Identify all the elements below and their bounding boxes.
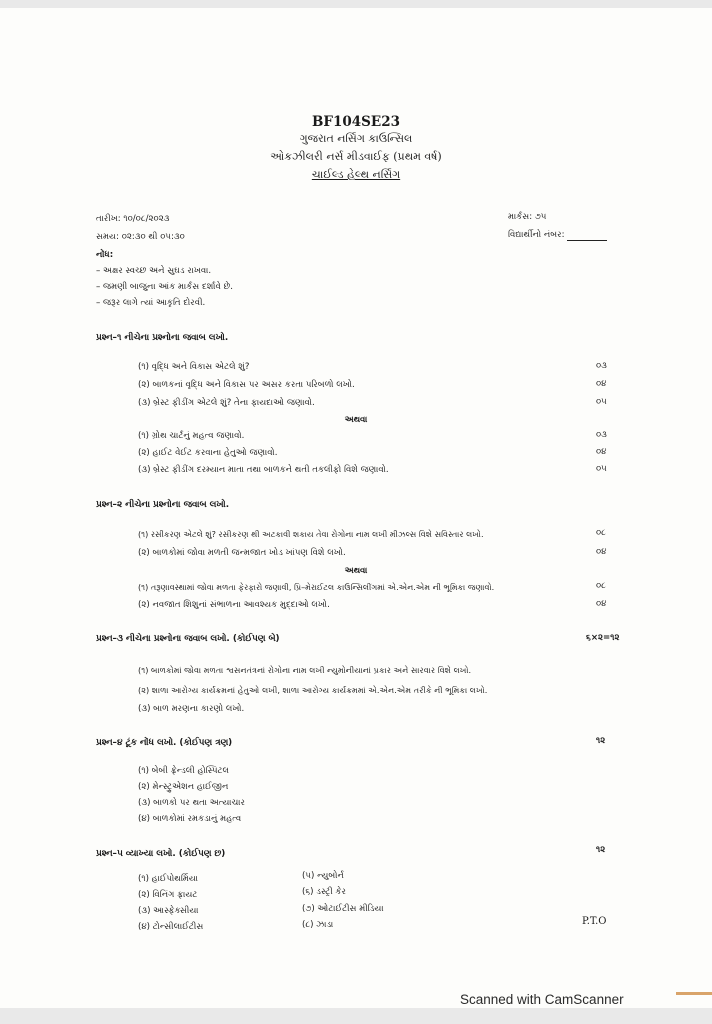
note-item: – જમણી બાજુના આંક માર્કસ દર્શાવે છે. — [96, 282, 233, 292]
course-name: ઓકઝીલરી નર્સ મીડવાઈફ (પ્રથમ વર્ષ) — [270, 150, 442, 163]
q3-title: પ્રશ્ન–૩ નીચેના પ્રશ્નોના જવાબ લખો. (કોઈપણ બે) — [96, 634, 280, 644]
q5-item: (૮) ઝાડા — [302, 920, 334, 930]
q1a-item: (૩) બ્રેસ્ટ ફીડીંગ એટલે શું? તેના ફાયદાઓ જણાવો. — [138, 398, 315, 408]
seat-number — [508, 230, 607, 241]
exam-time: સમય: ૦૨:૩૦ થી ૦૫:૩૦ — [96, 232, 185, 242]
q5-item: (૪) ટોન્સીલાઈટીસ — [138, 922, 204, 932]
q4-item: (૧) બેબી ફ્રેન્ડલી હોસ્પિટલ — [138, 766, 230, 776]
note-item: – અક્ષર સ્વચ્છ અને સુઘડ રાખવા. — [96, 266, 212, 276]
q1a-marks: ૦૩ — [596, 361, 607, 371]
notes-title: નોંધ: — [96, 250, 114, 260]
q2b-marks: ૦૪ — [596, 599, 607, 609]
q4-marks: ૧૨ — [596, 736, 606, 746]
q5-item: (૫) ન્યુબોર્ન — [302, 871, 344, 881]
q1b-marks: ૦૩ — [596, 430, 607, 440]
q5-item: (૭) ઓટાઈટીસ મીડિયા — [302, 904, 384, 914]
q5-item: (૨) વિનિંગ ફ્રાયટ — [138, 890, 198, 900]
q2a-marks: ૦૮ — [596, 528, 606, 538]
q2b-item: (૨) નવજાત શિશુનાં સંભાળના આવશ્યક મુદ્દાઓ લખો. — [138, 600, 330, 610]
note-item: – જરૂર લાગે ત્યાં આકૃતિ દોરવી. — [96, 298, 206, 308]
q1-title: પ્રશ્ન–૧ નીચેના પ્રશ્નોના જવાબ લખો. — [96, 333, 229, 343]
q3-item: (૨) શાળા આરોગ્ય કાર્યક્રમનાં હેતુઓ લખી, શાળા આરોગ્ય કાર્યક્રમમાં એ.એન.એમ તરીકે ની ભૂમિકા લખો. — [138, 685, 488, 695]
q5-item: (૩) આસ્ફેક્સીયા — [138, 906, 199, 916]
q4-item: (૪) બાળકોમાં રમકડાનું મહત્વ — [138, 814, 242, 824]
q2b-marks: ૦૮ — [596, 581, 606, 591]
q1a-marks: ૦૫ — [596, 397, 607, 407]
or-label: અથવા — [344, 414, 368, 424]
subject-name: ચાઈલ્ડ હેલ્થ નર્સિંગ — [311, 168, 401, 181]
q3-item: (૩) બાળ મરણના કારણો લખો. — [138, 704, 245, 714]
q5-item: (૧) હાઈપોથર્મિયા — [138, 874, 198, 884]
q1a-marks: ૦૪ — [596, 379, 607, 389]
q1b-item: (૩) બ્રેસ્ટ ફીડીંગ દરમ્યાન માતા તથા બાળકને થતી તકલીફો વિશે જણાવો. — [138, 465, 389, 475]
q1a-item: (૧) વૃદ્ધિ અને વિકાસ એટલે શું? — [138, 362, 250, 372]
q3-item: (૧) બાળકોમાં જોવા મળતા શ્વસનતંત્રનાં રોગોના નામ લખી ન્યુમોનીયાનાં પ્રકાર અને સારવાર વિશે લખો. — [138, 665, 472, 675]
q1a-item: (૨) બાળકનાં વૃદ્ધિ અને વિકાસ પર અસર કરતા પરિબળો લખો. — [138, 380, 355, 390]
paper-code: BF104SE23 — [311, 114, 400, 130]
q5-marks: ૧૨ — [596, 845, 606, 855]
seat-label: વિદ્યાર્થીનો નંબર: — [508, 230, 565, 240]
q4-title: પ્રશ્ન–૪ ટૂંક નોંધ લખો. (કોઈપણ ત્રણ) — [96, 738, 233, 748]
q2a-item: (૨) બાળકોમાં જોવા મળતી જન્મજાત ખોડ ખાંપણ વિશે લખો. — [138, 548, 346, 558]
q2a-item: (૧) રસીકરણ એટલે શું? રસીકરણ થી અટકાવી શકાય તેવા રોગોના નામ લખી મીઝલ્સ વિશે સવિસ્તાર લખો. — [138, 529, 484, 539]
seat-blank — [567, 232, 607, 241]
q1b-item: (૧) ગ્રોથ ચાર્ટનું મહત્વ જણાવો. — [138, 431, 245, 441]
q4-item: (૨) મેન્સ્ટ્રુએશન હાઈજીન — [138, 782, 229, 792]
q1b-marks: ૦૫ — [596, 464, 607, 474]
q4-item: (૩) બાળકો પર થતા અત્યાચાર — [138, 798, 245, 808]
q2a-marks: ૦૪ — [596, 547, 607, 557]
q1b-item: (૨) હાઈટ વેઈટ કરવાના હેતુઓ જણાવો. — [138, 448, 278, 458]
q5-title: પ્રશ્ન–૫ વ્યાખ્યા લખો. (કોઈપણ છ) — [96, 849, 226, 859]
total-marks: માર્કસ: ૭૫ — [508, 212, 547, 222]
q2-title: પ્રશ્ન–૨ નીચેના પ્રશ્નોના જવાબ લખો. — [96, 500, 230, 510]
council-name: ગુજરાત નર્સિંગ કાઉન્સિલ — [299, 132, 413, 145]
q1b-marks: ૦૪ — [596, 447, 607, 457]
q3-marks: ૬×૨=૧૨ — [586, 633, 620, 643]
q2b-item: (૧) તરૂણાવસ્થામાં જોવા મળતા ફેરફારો જણાવી, પ્રિ–મેરાઈટલ કાઉન્સિલીંગમાં એ.એન.એમ ની ભૂમિકા જણાવો. — [138, 582, 495, 592]
exam-date: તારીખ: ૧૦/૦૮/૨૦૨૩ — [96, 214, 170, 224]
page-edge — [676, 992, 712, 995]
or-label: અથવા — [344, 565, 368, 575]
q5-item: (૬) ડસ્ટ્રી કેર — [302, 887, 346, 897]
scanner-watermark: Scanned with CamScanner — [460, 992, 624, 1007]
pto-mark: P.T.O — [582, 916, 607, 927]
